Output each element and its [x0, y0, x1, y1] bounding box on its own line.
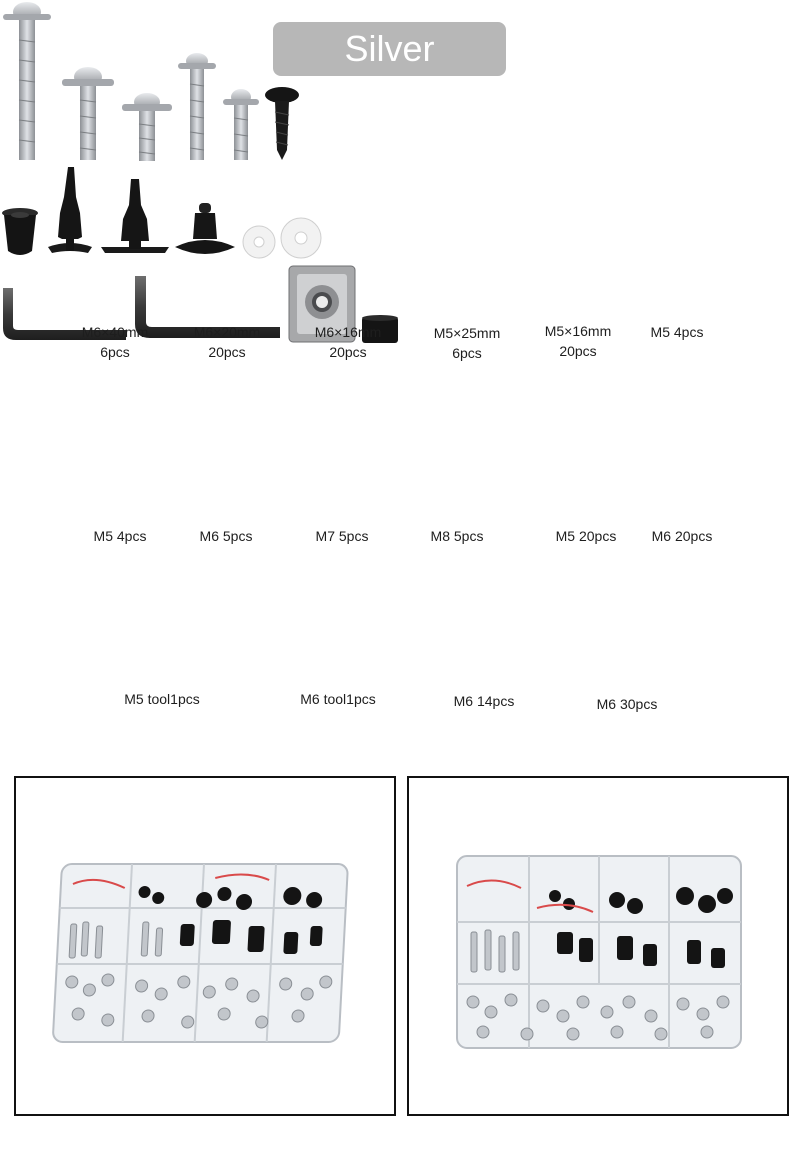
- bolt-m6x20-label: M6×20mm 20pcs: [193, 324, 261, 360]
- push-rivet-m7-label: M7 5pcs: [315, 528, 369, 544]
- washer-m6-label: M6 20pcs: [651, 528, 713, 544]
- storage-box-photo-right: [407, 776, 789, 1116]
- bolt-m5x16-image: [222, 88, 260, 162]
- black-screw-image: [264, 86, 300, 162]
- rivet-nut-image: [0, 207, 40, 259]
- bolt-m5x25-label: M5×25mm 6pcs: [433, 325, 501, 361]
- washer-m5-label: M5 20pcs: [555, 528, 617, 544]
- push-rivet-m6-image: [44, 167, 96, 259]
- storage-box-left-image: [16, 778, 394, 1114]
- hex-key-m5-label: M5 tool1pcs: [124, 691, 200, 707]
- washer-m6-image: [280, 217, 322, 259]
- bolt-m5x25-image: [177, 52, 217, 162]
- hex-key-m6-label: M6 tool1pcs: [300, 691, 376, 707]
- push-rivet-m8-image: [173, 203, 237, 259]
- color-title-badge: Silver: [273, 22, 506, 76]
- black-screw-label: M5 4pcs: [650, 324, 704, 340]
- bolt-m6x40-label: M6×40mm 6pcs: [81, 324, 149, 360]
- bolt-m6x16-label: M6×16mm 20pcs: [314, 324, 382, 360]
- rubber-spacer-label: M6 30pcs: [596, 696, 658, 712]
- clip-nut-label: M6 14pcs: [453, 693, 515, 709]
- bolt-m5x16-label: M5×16mm 20pcs: [544, 323, 612, 359]
- storage-box-right-image: [409, 778, 787, 1114]
- push-rivet-m6-label: M6 5pcs: [199, 528, 253, 544]
- push-rivet-m8-label: M8 5pcs: [430, 528, 484, 544]
- push-rivet-m7-image: [101, 179, 169, 259]
- bolt-m6x16-image: [121, 92, 173, 162]
- washer-m5-image: [242, 225, 276, 259]
- rivet-nut-label: M5 4pcs: [93, 528, 147, 544]
- bolt-m6x40-image: [0, 0, 56, 162]
- bolt-m6x20-image: [60, 66, 116, 162]
- storage-box-photo-left: [14, 776, 396, 1116]
